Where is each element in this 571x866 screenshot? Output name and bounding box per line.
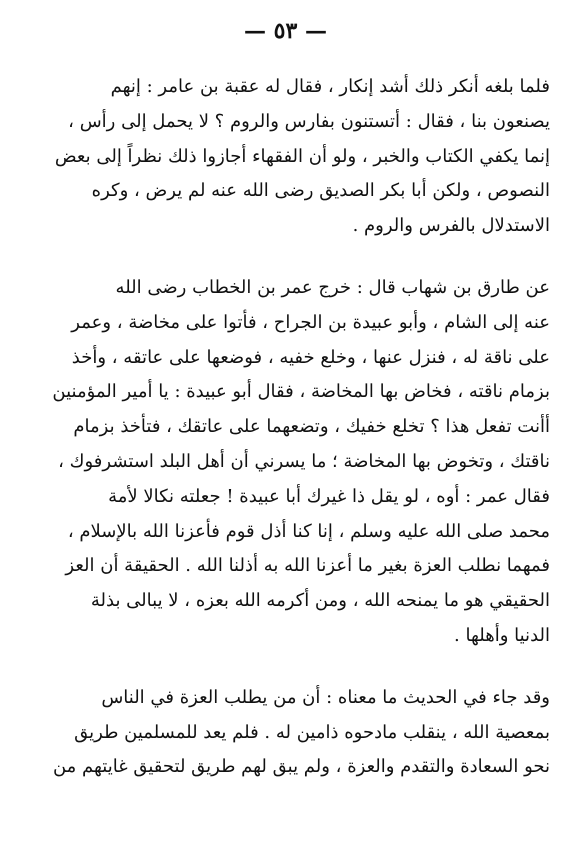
paragraph-gap xyxy=(30,244,550,271)
paragraph-3 xyxy=(30,681,550,785)
page-number: — ٥٣ — xyxy=(244,18,327,44)
text-line: على ناقة له ، فنزل عنها ، وخلع خفيه ، فوضعها على عاتقه ، وأخذ xyxy=(71,346,550,368)
text-line: النصوص ، ولكن أبا بكر الصديق رضى الله عنه لم يرض ، وكره xyxy=(91,180,550,202)
paragraph-gap xyxy=(30,654,550,681)
text-line: الاستدلال بالفرس والروم . xyxy=(352,215,550,237)
text-line: الدنيا وأهلها . xyxy=(454,624,550,646)
text-line: أأنت تفعل هذا ؟ تخلع خفيك ، وتضعهما على عاتقك ، فتأخذ بزمام xyxy=(73,416,550,438)
body-text xyxy=(30,70,550,785)
text-line: فقال عمر : أوه ، لو يقل ذا غيرك أبا عبيدة ! جعلته نكالا لأمة xyxy=(108,485,550,507)
text-line: بزمام ناقته ، فخاض بها المخاضة ، فقال أبو عبيدة : يا أمير المؤمنين xyxy=(52,381,550,403)
text-line: عن طارق بن شهاب قال : خرج عمر بن الخطاب رضى الله xyxy=(115,276,550,298)
text-line: عنه إلى الشام ، وأبو عبيدة بن الجراح ، فأتوا على مخاضة ، وعمر xyxy=(71,311,550,333)
text-line: محمد صلى الله عليه وسلم ، إنا كنا أذل قوم فأعزنا الله بالإسلام ، xyxy=(67,520,550,542)
paragraph-2 xyxy=(30,271,550,654)
text-line: إنما يكفي الكتاب والخبر ، ولو أن الفقهاء أجازوا ذلك نظراً إلى بعض xyxy=(54,145,550,167)
text-line: يصنعون بنا ، فقال : أتستنون بفارس والروم ؟ لا يحمل إلى رأس ، xyxy=(68,110,550,132)
text-line: ناقتك ، وتخوض بها المخاضة ؛ ما يسرني أن أهل البلد استشرفوك ، xyxy=(58,450,550,472)
text-line: الحقيقي هو ما يمنحه الله ، ومن أكرمه الله بعزه ، لا يبالى بذلة xyxy=(90,590,550,612)
text-line: وقد جاء في الحديث ما معناه : أن من يطلب العزة في الناس xyxy=(101,686,550,708)
text-line: بمعصية الله ، ينقلب مادحوه ذامين له . فلم يعد للمسلمين طريق xyxy=(74,721,550,743)
paragraph-1 xyxy=(30,70,550,244)
text-line: فمهما نطلب العزة بغير ما أعزنا الله به أذلنا الله . الحقيقة أن العز xyxy=(65,555,550,577)
text-line: فلما بلغه أنكر ذلك أشد إنكار ، فقال له عقبة بن عامر : إنهم xyxy=(110,76,550,97)
text-line: نحو السعادة والتقدم والعزة ، ولم يبق لهم طريق لتحقيق غايتهم من xyxy=(52,756,550,778)
